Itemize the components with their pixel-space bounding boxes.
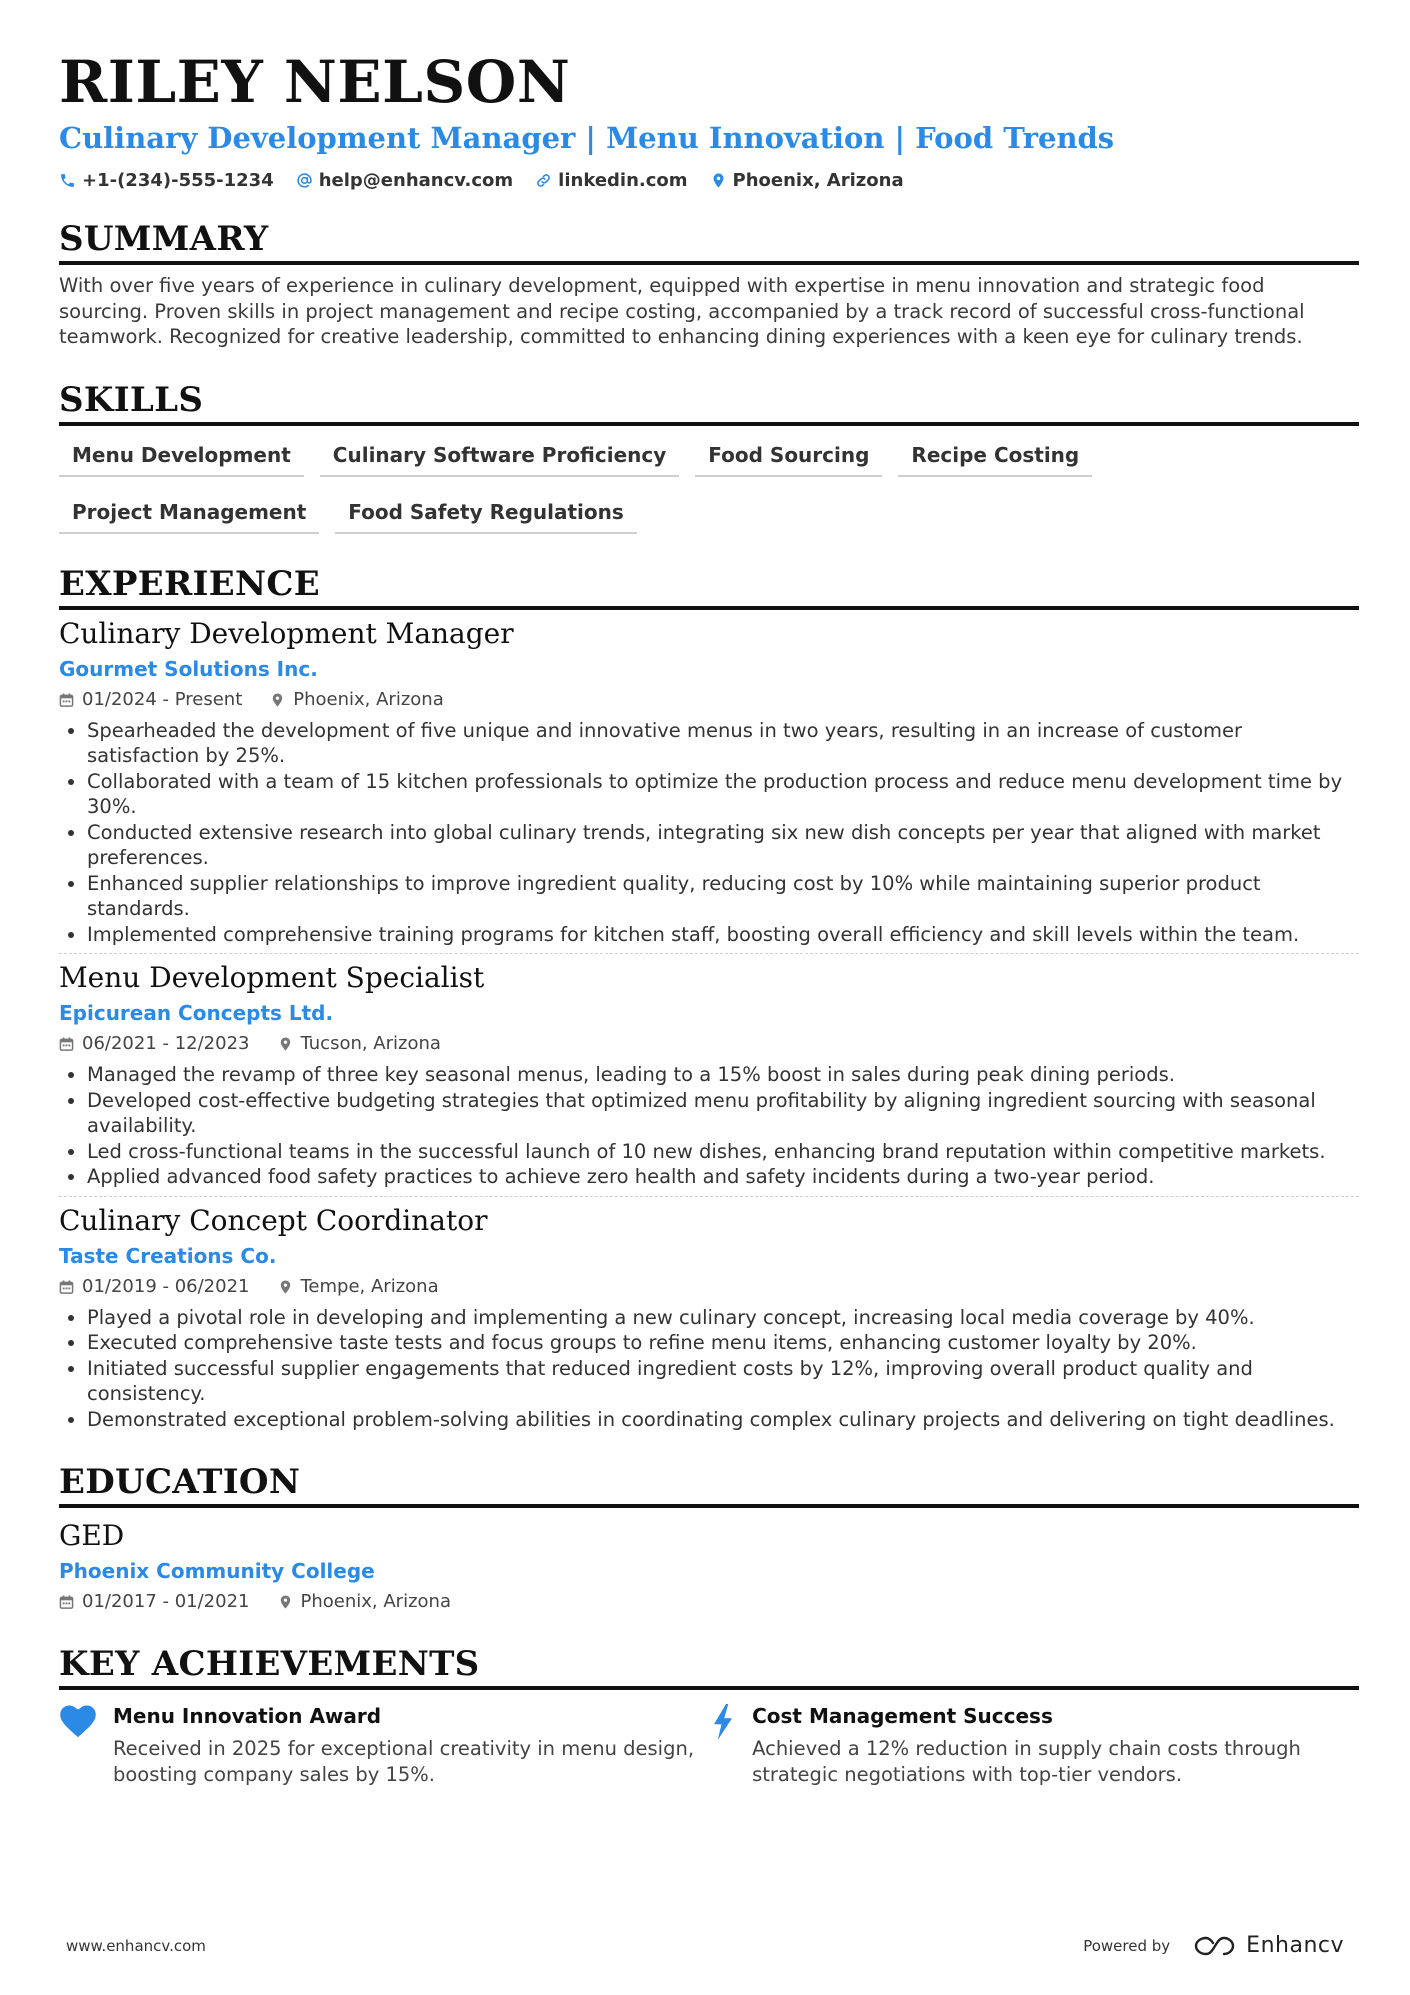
- skill-tag: Project Management: [59, 493, 319, 534]
- location-pin-icon: [270, 692, 285, 708]
- location-text: Tempe, Arizona: [300, 1275, 439, 1297]
- bullet-item: • Initiated successful supplier engagements that reduced ingredient costs by 12%, improving overall product quality and consistency.: [87, 1356, 1359, 1407]
- location-pin-icon: [278, 1279, 293, 1295]
- location-text: Phoenix, Arizona: [293, 688, 444, 710]
- education-section: [59, 1462, 1359, 1614]
- experience-title: EXPERIENCE: [59, 564, 1359, 610]
- contact-phone[interactable]: [59, 170, 274, 191]
- job-entry: [59, 616, 1359, 955]
- dates-text: 01/2024 - Present: [82, 688, 243, 710]
- enhancv-logo[interactable]: [1192, 1933, 1344, 1958]
- bullet-item: • Applied advanced food safety practices to achieve zero health and safety incidents during a two-year period.: [87, 1164, 1359, 1190]
- job-location: [278, 1275, 439, 1299]
- company-name: Taste Creations Co.: [59, 1243, 277, 1268]
- job-dates: [59, 688, 242, 712]
- dates-text: 01/2017 - 01/2021: [82, 1591, 250, 1612]
- achievement-desc: Received in 2025 for exceptional creativity in menu design, boosting company sales by 15%.: [113, 1737, 695, 1786]
- achievements-title: KEY ACHIEVEMENTS: [59, 1644, 1359, 1690]
- job-dates: [59, 1275, 250, 1299]
- achievement-icon-wrap: [709, 1702, 736, 1787]
- bullet-item: • Spearheaded the development of five unique and innovative menus in two years, resulting in an increase of customer satisfaction by 25%.: [87, 718, 1359, 769]
- location-pin-icon: [278, 1594, 293, 1610]
- job-bullets: [59, 1305, 1359, 1433]
- job-location: [270, 688, 443, 712]
- school-name: Phoenix Community College: [59, 1559, 375, 1583]
- contact-location: [710, 170, 904, 191]
- skill-tag: Recipe Costing: [898, 436, 1092, 477]
- job-entry: [59, 1203, 1359, 1433]
- calendar-icon: [59, 1036, 74, 1052]
- at-icon: [296, 172, 313, 189]
- experience-section: [59, 564, 1359, 1433]
- skill-tag: Culinary Software Proficiency: [320, 436, 680, 477]
- dates-text: 06/2021 - 12/2023: [82, 1033, 250, 1054]
- job-title: Culinary Concept Coordinator: [59, 1203, 488, 1237]
- achievement-body: [113, 1702, 709, 1787]
- bullet-item: • Managed the revamp of three key seasonal menus, leading to a 15% boost in sales during peak dining periods.: [87, 1062, 1359, 1088]
- bullet-item: • Implemented comprehensive training programs for kitchen staff, boosting overall efficiency and skill levels within the team.: [87, 922, 1359, 948]
- dates-text: 01/2019 - 06/2021: [82, 1275, 250, 1297]
- company-name: Gourmet Solutions Inc.: [59, 656, 318, 681]
- achievement-title: Cost Management Success: [752, 1704, 1053, 1728]
- location-pin-icon: [278, 1036, 293, 1052]
- job-meta: [59, 1032, 1359, 1056]
- linkedin-text: linkedin.com: [558, 170, 688, 191]
- achievement-icon-wrap: [59, 1702, 97, 1787]
- job-title: Menu Development Specialist: [59, 961, 485, 994]
- job-entry: [59, 960, 1359, 1197]
- contact-row: [59, 170, 1359, 191]
- powered-by-label: Powered by: [1083, 1936, 1171, 1955]
- contact-linkedin[interactable]: [535, 170, 687, 191]
- skills-list: [59, 436, 1359, 534]
- skills-title: SKILLS: [59, 380, 1359, 426]
- resume-page: [59, 46, 1359, 1787]
- achievement-title: Menu Innovation Award: [113, 1704, 382, 1728]
- headline: Culinary Development Manager | Menu Innovation | Food Trends: [59, 121, 1115, 155]
- job-bullets: [59, 1062, 1359, 1190]
- footer: [66, 1933, 1344, 1958]
- link-icon: [535, 172, 552, 189]
- skill-tag: Menu Development: [59, 436, 304, 477]
- divider: [59, 1196, 1359, 1197]
- phone-text: +1-(234)-555-1234: [82, 170, 274, 191]
- job-title: Culinary Development Manager: [59, 616, 514, 650]
- location-text: Phoenix, Arizona: [732, 170, 904, 191]
- degree: GED: [59, 1519, 125, 1552]
- divider: [59, 953, 1359, 954]
- education-location: [278, 1590, 451, 1614]
- bullet-item: • Executed comprehensive taste tests and focus groups to refine menu items, enhancing customer loyalty by 20%.: [87, 1330, 1359, 1356]
- achievement-desc: Achieved a 12% reduction in supply chain costs through strategic negotiations with top-tier vendors.: [752, 1737, 1301, 1786]
- phone-icon: [59, 172, 76, 189]
- job-meta: [59, 688, 1359, 712]
- education-dates: [59, 1590, 250, 1614]
- bullet-item: • Collaborated with a team of 15 kitchen professionals to optimize the production process and reduce menu development time by 30%.: [87, 769, 1359, 820]
- job-bullets: [59, 718, 1359, 948]
- summary-text: With over five years of experience in culinary development, equipped with expertise in menu innovation and strategic food sourcing. Proven skills in project management and recipe costing, accompanied by a track record of successful cross-functional teamwork. Recognized for creative leadership, committed to enhancing dining experiences with a keen eye for culinary trends.: [59, 274, 1305, 348]
- location-text: Phoenix, Arizona: [300, 1591, 451, 1612]
- achievement-item: [59, 1702, 709, 1787]
- skill-tag: Food Safety Regulations: [335, 493, 637, 534]
- achievements-section: [59, 1644, 1359, 1787]
- location-text: Tucson, Arizona: [300, 1033, 441, 1054]
- skills-section: [59, 380, 1359, 534]
- enhancv-logo-icon: [1192, 1934, 1238, 1958]
- achievements-list: [59, 1702, 1359, 1787]
- bullet-item: • Played a pivotal role in developing and implementing a new culinary concept, increasing local media coverage by 40%.: [87, 1305, 1359, 1331]
- footer-brand: [1083, 1933, 1344, 1958]
- job-meta: [59, 1275, 1359, 1299]
- job-location: [278, 1032, 441, 1056]
- company-name: Epicurean Concepts Ltd.: [59, 1001, 334, 1025]
- contact-email[interactable]: [296, 170, 513, 191]
- email-text: help@enhancv.com: [318, 170, 514, 191]
- footer-website-link[interactable]: www.enhancv.com: [66, 1936, 206, 1955]
- location-pin-icon: [710, 172, 727, 189]
- heart-icon: [59, 1704, 97, 1738]
- bullet-item: • Led cross-functional teams in the successful launch of 10 new dishes, enhancing brand reputation within competitive markets.: [87, 1139, 1359, 1165]
- education-meta: [59, 1590, 1359, 1614]
- bullet-item: • Enhanced supplier relationships to improve ingredient quality, reducing cost by 10% while maintaining superior product standards.: [87, 871, 1359, 922]
- achievement-item: [709, 1702, 1359, 1787]
- summary-title: SUMMARY: [59, 219, 1359, 265]
- skill-tag: Food Sourcing: [695, 436, 882, 477]
- achievement-body: [752, 1702, 1359, 1787]
- calendar-icon: [59, 1594, 74, 1610]
- summary-section: [59, 219, 1359, 350]
- education-title: EDUCATION: [59, 1462, 1359, 1508]
- bullet-item: • Conducted extensive research into global culinary trends, integrating six new dish concepts per year that aligned with market preferences.: [87, 820, 1359, 871]
- calendar-icon: [59, 1279, 74, 1295]
- bullet-item: • Developed cost-effective budgeting strategies that optimized menu profitability by aligning ingredient sourcing with seasonal availability.: [87, 1088, 1359, 1139]
- bullet-item: • Demonstrated exceptional problem-solving abilities in coordinating complex culinary projects and delivering on tight deadlines.: [87, 1407, 1359, 1433]
- job-dates: [59, 1032, 250, 1056]
- lightning-icon: [711, 1704, 735, 1740]
- brand-name: Enhancv: [1246, 1933, 1344, 1958]
- calendar-icon: [59, 692, 74, 708]
- candidate-name: RILEY NELSON: [59, 48, 571, 116]
